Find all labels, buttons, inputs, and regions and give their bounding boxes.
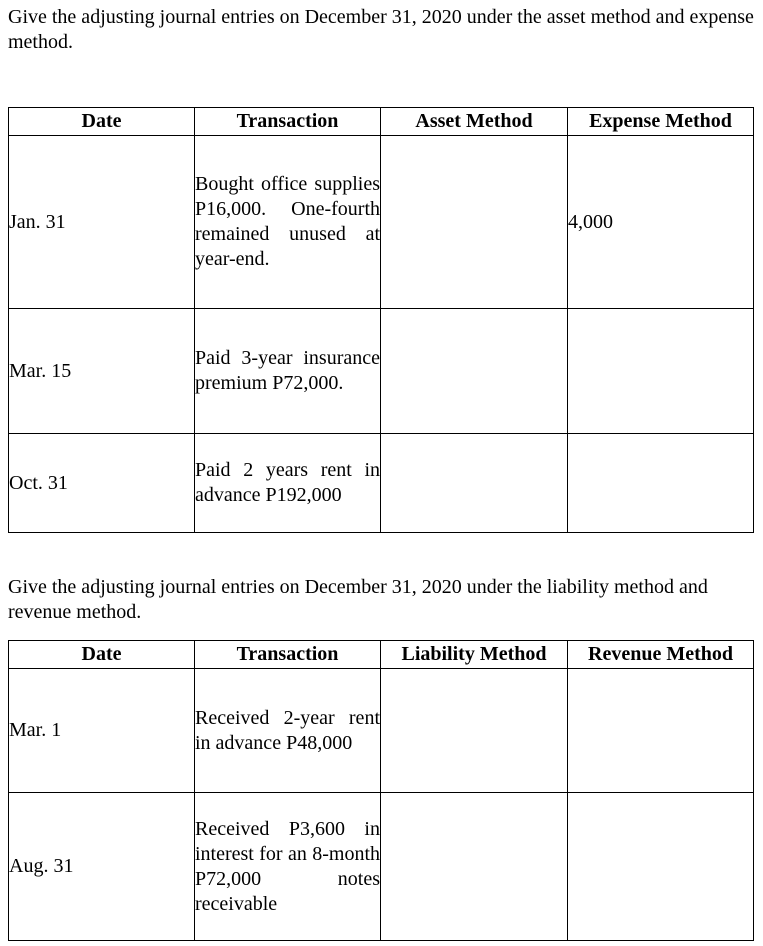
liability-method-entry[interactable]: [381, 793, 568, 941]
liability-method-entry[interactable]: [381, 669, 568, 793]
asset-method-entry[interactable]: [381, 309, 568, 434]
table-row: [9, 793, 754, 941]
row-date: Jan. 31: [9, 136, 195, 309]
asset-method-entry[interactable]: [381, 136, 568, 309]
row-date: Aug. 31: [9, 793, 195, 941]
row-transaction: Received P3,600 in interest for an 8-month P72,000 notes receivable: [195, 793, 381, 941]
asset-method-entry[interactable]: [381, 434, 568, 533]
header-revenue-method: Revenue Method: [568, 641, 754, 669]
table-header-row: [9, 641, 754, 669]
row-transaction: Paid 2 years rent in advance P192,000: [195, 434, 381, 533]
table-row: [9, 136, 754, 309]
row-transaction: Bought office supplies P16,000. One-fourth remained unused at year-end.: [195, 136, 381, 309]
instruction-liability-revenue: Give the adjusting journal entries on December 31, 2020 under the liability method and revenue method.: [8, 576, 708, 623]
table-row: [9, 434, 754, 533]
header-expense-method: Expense Method: [568, 108, 754, 136]
table-row: [9, 669, 754, 793]
table-row: [9, 309, 754, 434]
revenue-method-entry[interactable]: [568, 793, 754, 941]
header-date: Date: [9, 108, 195, 136]
header-liability-method: Liability Method: [381, 641, 568, 669]
row-date: Mar. 15: [9, 309, 195, 434]
row-date: Mar. 1: [9, 669, 195, 793]
row-transaction: Paid 3-year insurance premium P72,000.: [195, 309, 381, 434]
row-transaction: Received 2-year rent in advance P48,000: [195, 669, 381, 793]
table-header-row: [9, 108, 754, 136]
header-asset-method: Asset Method: [381, 108, 568, 136]
journal-table-liability-revenue: [8, 640, 754, 941]
revenue-method-entry[interactable]: [568, 669, 754, 793]
instruction-asset-expense: Give the adjusting journal entries on December 31, 2020 under the asset method and expense method.: [8, 6, 754, 53]
journal-table-asset-expense: [8, 107, 754, 533]
expense-method-entry[interactable]: 4,000: [568, 136, 754, 309]
row-date: Oct. 31: [9, 434, 195, 533]
header-date: Date: [9, 641, 195, 669]
expense-method-entry[interactable]: [568, 309, 754, 434]
header-transaction: Transaction: [195, 641, 381, 669]
expense-method-entry[interactable]: [568, 434, 754, 533]
header-transaction: Transaction: [195, 108, 381, 136]
